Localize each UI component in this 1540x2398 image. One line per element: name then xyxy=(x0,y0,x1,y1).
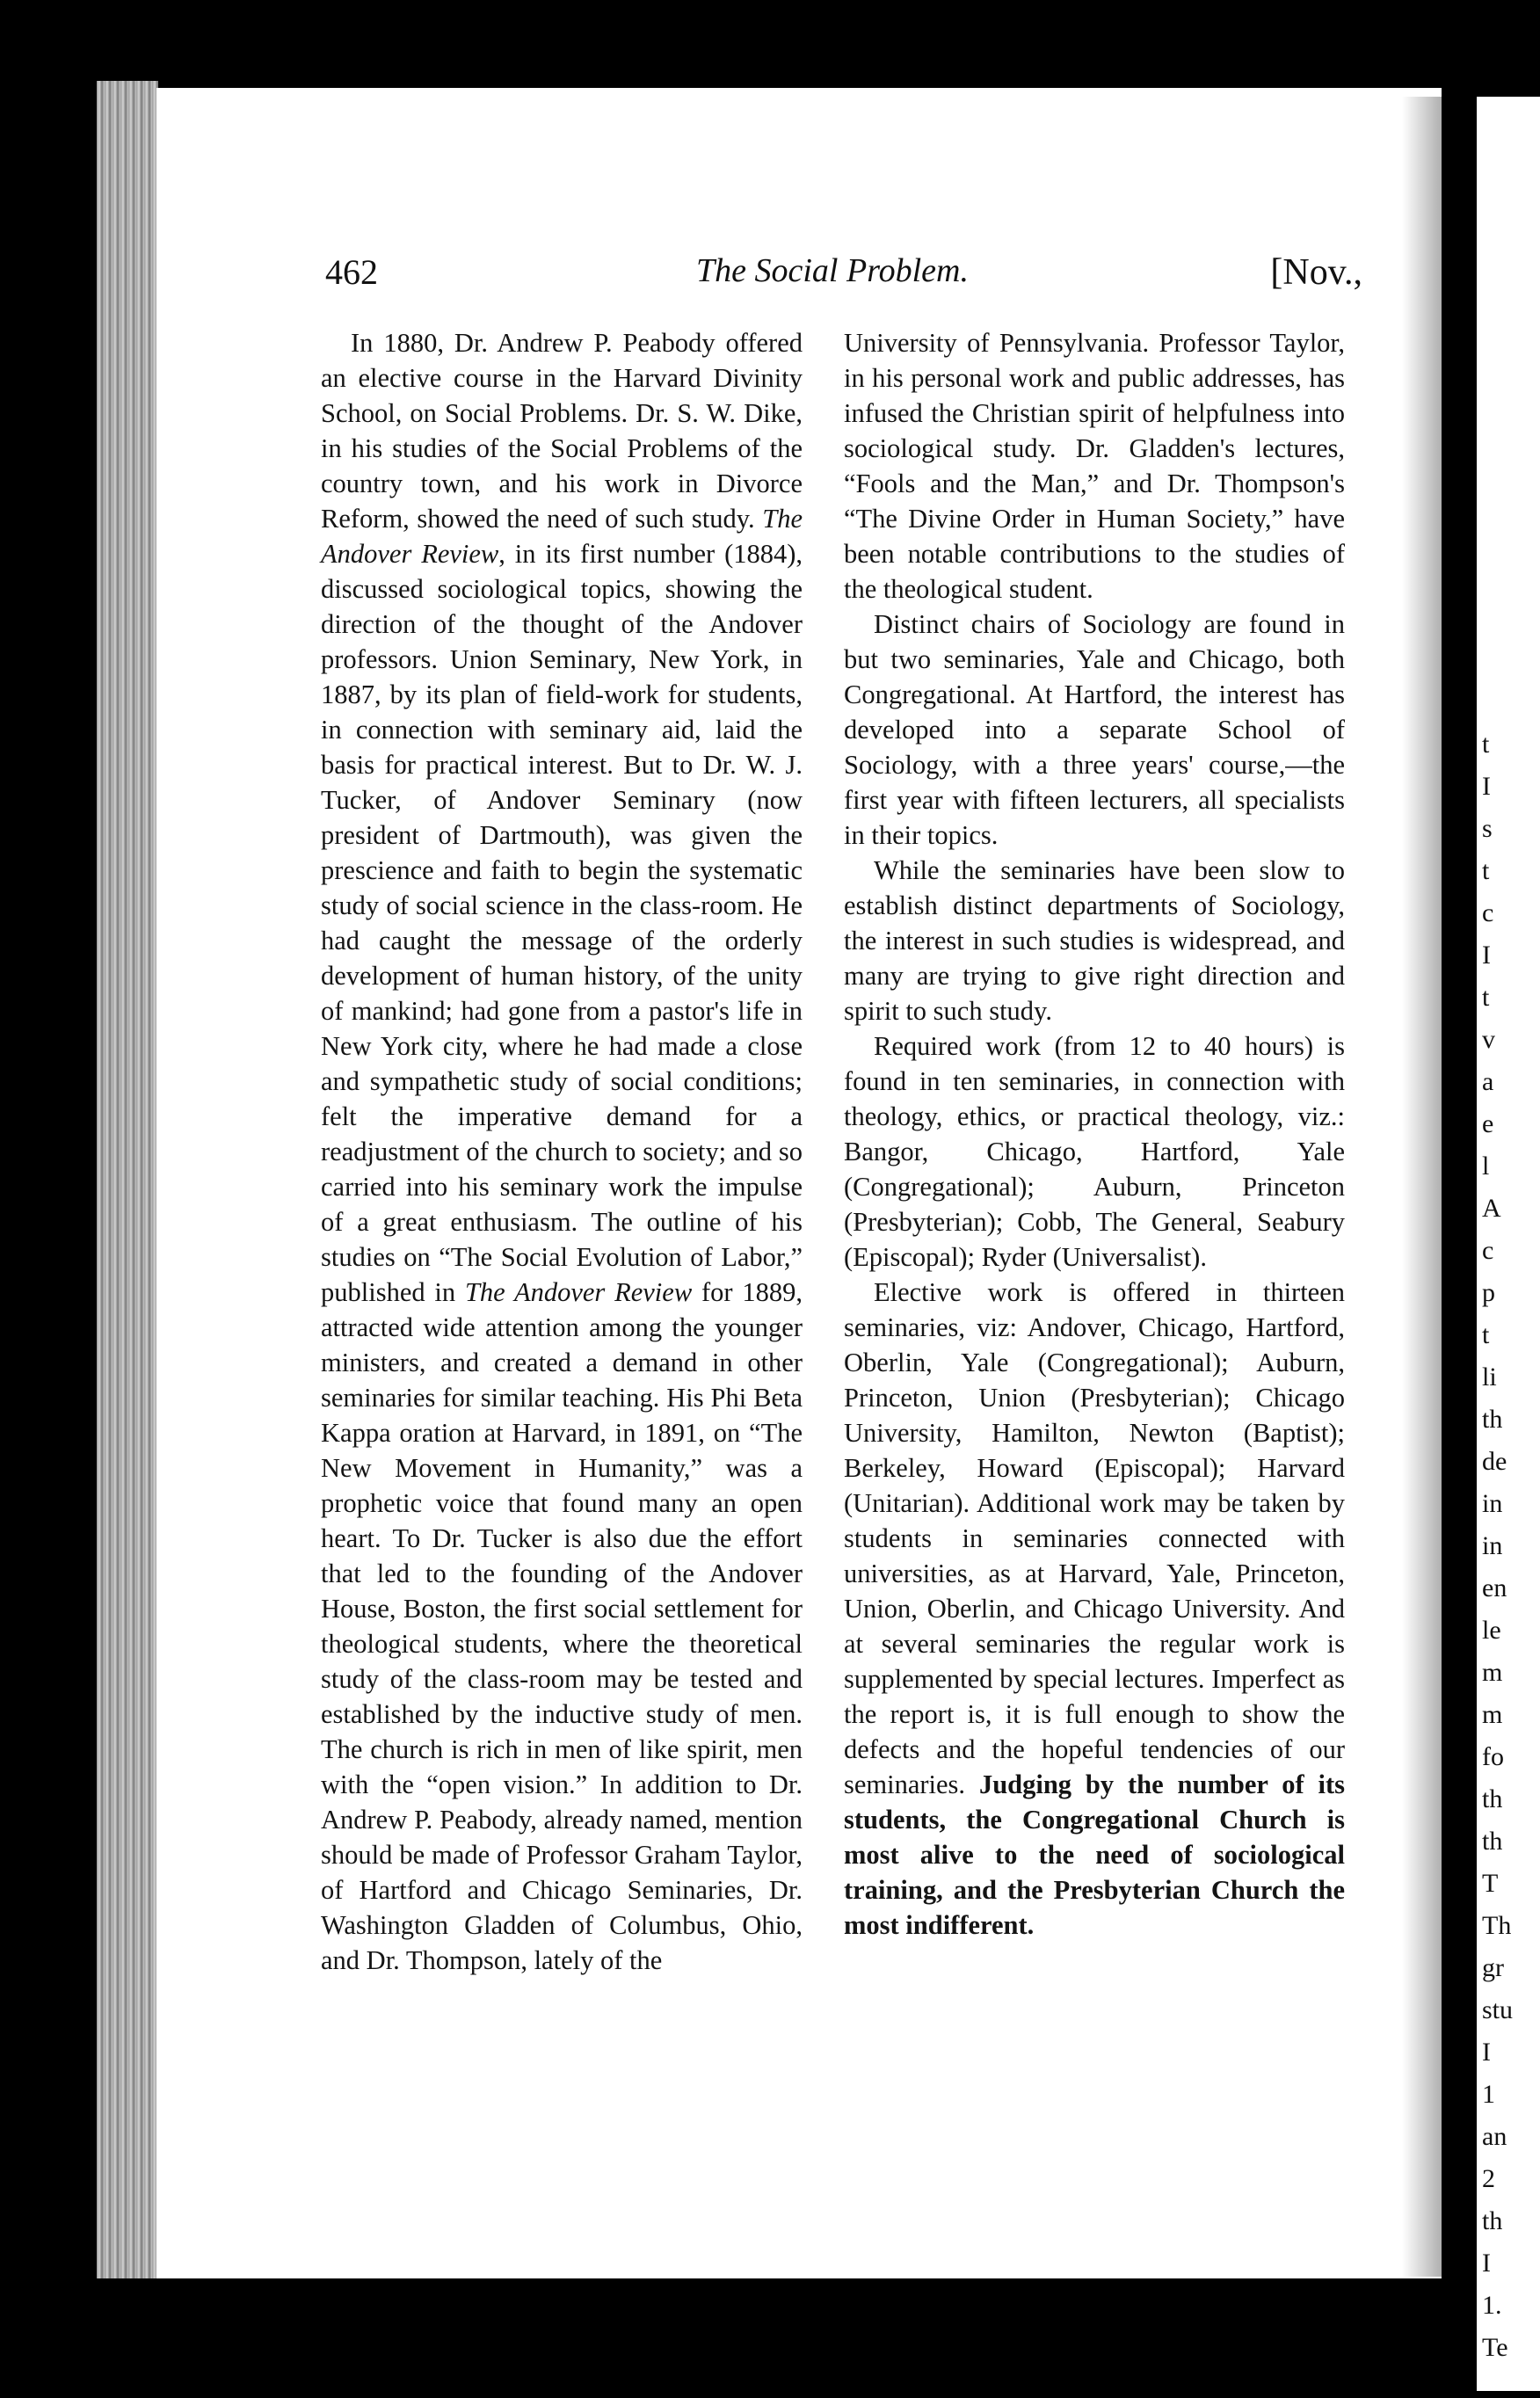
facing-page-fragment: c xyxy=(1482,898,1494,927)
facing-page-fragment: e xyxy=(1482,1109,1494,1138)
running-title: The Social Problem. xyxy=(696,252,969,289)
facing-page-fragment: t xyxy=(1482,856,1490,885)
facing-page-fragment: m xyxy=(1482,1658,1503,1687)
facing-page-fragment: t xyxy=(1482,983,1490,1012)
right-column xyxy=(844,325,1345,1943)
paragraph: In 1880, Dr. Andrew P. Peabody offered an elective course in the Harvard Divinity School, on Social Problems. Dr. S. W. Dike, in his studies of the Social Problems of the country town, and his work in Divorce Reform, showed the need of such study. The Andover Review, in its first number (1884), discussed sociological topics, showing the direction of the thought of the Andover professors. Union Seminary, New York, in 1887, by its plan of field-work for students, in connection with seminary aid, laid the basis for practical interest. But to Dr. W. J. Tucker, of Andover Seminary (now president of Dartmouth), was given the prescience and faith to begin the systematic study of social science in the class-room. He had caught the message of the orderly development of human history, of the unity of mankind; had gone from a pastor's life in New York city, where he had made a close and sympathetic study of social conditions; felt the imperative demand for a readjustment of the church to society; and so carried into his seminary work the impulse of a great enthusiasm. The outline of his studies on “The Social Evolution of Labor,” published in The Andover Review for 1889, attracted wide attention among the younger ministers, and created a demand in other seminaries for similar teaching. His Phi Beta Kappa oration at Harvard, in 1891, on “The New Movement in Humanity,” was a prophetic voice that found many an open heart. To Dr. Tucker is also due the effort that led to the founding of the Andover House, Boston, the first social settlement for theological students, where the theoretical study of the class-room may be tested and established by the inductive study of men. The church is rich in men of like spirit, men with the “open vision.” In addition to Dr. Andrew P. Peabody, already named, mention should be made of Professor Graham Taylor, of Hartford and Chicago Seminaries, Dr. Washington Gladden of Columbus, Ohio, and Dr. Thompson, lately of the xyxy=(321,328,803,1975)
page-number: 462 xyxy=(325,252,378,292)
facing-page-fragment: m xyxy=(1482,1700,1503,1729)
facing-page-fragment: I xyxy=(1482,2038,1491,2067)
facing-page-fragment: le xyxy=(1482,1616,1501,1645)
facing-page-fragment: in xyxy=(1482,1489,1503,1518)
facing-page-fragment: an xyxy=(1482,2122,1507,2151)
facing-page-fragment: de xyxy=(1482,1447,1507,1476)
paragraph: While the seminaries have been slow to establish distinct departments of Sociology, the interest in such studies is widespread, and many are trying to give right direction and spirit to such study. xyxy=(844,855,1345,1026)
facing-page-fragment: I xyxy=(1482,941,1491,970)
paragraph: Elective work is offered in thirteen seminaries, viz: Andover, Chicago, Hartford, Oberlin, Yale (Congregational); Auburn, Princeton, Union (Presbyterian); Chicago University, Hamilton, Newton (Baptist); Berkeley, Howard (Episcopal); Harvard (Unitarian). Additional work may be taken by students in seminaries connected with universities, as at Harvard, Yale, Princeton, Union, Oberlin, and Chicago University. And at several seminaries the regular work is supplemented by special lectures. Imperfect as the report is, it is full enough to show the defects and the hopeful tendencies of our seminaries. Judging by the number of its students, the Congregational Church is most alive to the need of sociological training, and the Presbyterian Church the most indifferent. xyxy=(844,1277,1345,1940)
facing-page-fragment: stu xyxy=(1482,1995,1514,2024)
facing-page-fragment: a xyxy=(1482,1067,1494,1096)
facing-page-fragment: li xyxy=(1482,1362,1497,1392)
facing-page-fragment: c xyxy=(1482,1236,1494,1265)
facing-page-fragment: fo xyxy=(1482,1742,1504,1771)
facing-page-fragment: A xyxy=(1482,1194,1501,1223)
paragraph: Required work (from 12 to 40 hours) is found in ten seminaries, in connection with theology, ethics, or practical theology, viz.: Bangor, Chicago, Hartford, Yale (Congregational); Auburn, Princeton (Presbyterian); Cobb, The General, Seabury (Episcopal); Ryder (Universalist). xyxy=(844,1031,1345,1272)
facing-page-fragment: 1. xyxy=(1482,2291,1502,2320)
running-header xyxy=(325,251,1362,304)
facing-page-fragment: 2 xyxy=(1482,2164,1495,2193)
facing-page-fragment: Te xyxy=(1482,2333,1508,2362)
facing-page-fragment: T xyxy=(1482,1869,1499,1898)
facing-page-fragment: p xyxy=(1482,1278,1495,1307)
facing-page-fragment: s xyxy=(1482,814,1493,843)
facing-page-fragment: en xyxy=(1482,1573,1507,1602)
facing-page-fragment: I xyxy=(1482,772,1491,801)
facing-page-fragment: I xyxy=(1482,2249,1491,2278)
facing-page-fragment: l xyxy=(1482,1152,1490,1181)
paragraph: University of Pennsylvania. Professor Taylor, in his personal work and public addresses, has infused the Christian spirit of helpfulness into sociological study. Dr. Gladden's lectures, “Fools and the Man,” and Dr. Thompson's “The Divine Order in Human Society,” have been notable contributions to the studies of the theological student. xyxy=(844,328,1345,604)
spine-shadow xyxy=(1402,97,1446,2277)
facing-page-fragment: v xyxy=(1482,1025,1495,1054)
facing-page-fragment: t xyxy=(1482,1320,1490,1349)
facing-page-fragment: t xyxy=(1482,730,1490,759)
page-edge xyxy=(97,81,158,2278)
left-column xyxy=(321,325,803,1978)
facing-page-fragment: th xyxy=(1482,1405,1503,1434)
facing-page-fragment: Th xyxy=(1482,1911,1512,1940)
facing-page-fragment: gr xyxy=(1482,1953,1504,1982)
facing-page-fragment: in xyxy=(1482,1531,1503,1560)
facing-page-fragment: th xyxy=(1482,1827,1503,1856)
facing-page-fragment: th xyxy=(1482,2206,1503,2235)
facing-page xyxy=(1477,97,1540,2391)
header-date: [Nov., xyxy=(1270,252,1362,293)
facing-page-fragment: th xyxy=(1482,1784,1503,1813)
facing-page-fragment: 1 xyxy=(1482,2080,1495,2109)
paragraph: Distinct chairs of Sociology are found in but two seminaries, Yale and Chicago, both Congregational. At Hartford, the interest has developed into a separate School of Sociology, with a three years' course,—the first year with fifteen lecturers, all specialists in their topics. xyxy=(844,609,1345,850)
